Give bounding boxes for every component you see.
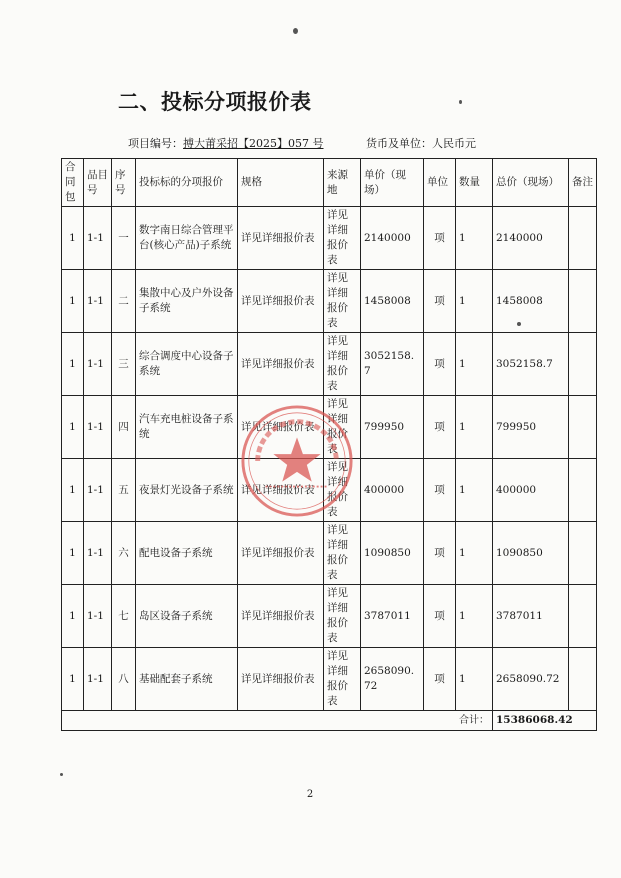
cell-package: 1 bbox=[62, 522, 84, 585]
cell-total: 400000 bbox=[493, 459, 569, 522]
cell-package: 1 bbox=[62, 648, 84, 711]
header-row bbox=[62, 159, 597, 207]
cell-unit-price: 2658090.72 bbox=[361, 648, 424, 711]
cell-origin: 详见详细报价表 bbox=[324, 648, 361, 711]
cell-total: 3787011 bbox=[493, 585, 569, 648]
cell-qty: 1 bbox=[456, 270, 493, 333]
cell-spec: 详见详细报价表 bbox=[238, 459, 324, 522]
cell-name: 综合调度中心设备子系统 bbox=[136, 333, 238, 396]
table-body bbox=[62, 207, 597, 731]
cell-unit-price: 1090850 bbox=[361, 522, 424, 585]
column-header: 数量 bbox=[456, 159, 493, 207]
cell-remark bbox=[569, 333, 597, 396]
cell-origin: 详见详细报价表 bbox=[324, 522, 361, 585]
total-value: 15386068.42 bbox=[493, 711, 597, 731]
cell-origin: 详见详细报价表 bbox=[324, 396, 361, 459]
table-row bbox=[62, 459, 597, 522]
cell-unit: 项 bbox=[424, 459, 456, 522]
cell-package: 1 bbox=[62, 396, 84, 459]
currency-unit: 货币及单位：人民币元 bbox=[366, 137, 476, 150]
cell-unit: 项 bbox=[424, 270, 456, 333]
cell-item-no: 1-1 bbox=[84, 333, 112, 396]
project-number-label: 项目编号： bbox=[128, 137, 183, 150]
scan-speck bbox=[60, 773, 63, 776]
column-header: 品目号 bbox=[84, 159, 112, 207]
cell-spec: 详见详细报价表 bbox=[238, 522, 324, 585]
cell-total: 3052158.7 bbox=[493, 333, 569, 396]
cell-seq: 五 bbox=[112, 459, 136, 522]
cell-package: 1 bbox=[62, 459, 84, 522]
cell-seq: 三 bbox=[112, 333, 136, 396]
project-meta-line bbox=[128, 135, 598, 153]
total-label: 合计： bbox=[62, 711, 493, 731]
cell-unit-price: 3052158.7 bbox=[361, 333, 424, 396]
cell-name: 集散中心及户外设备子系统 bbox=[136, 270, 238, 333]
cell-unit: 项 bbox=[424, 585, 456, 648]
cell-remark bbox=[569, 585, 597, 648]
column-header: 单位 bbox=[424, 159, 456, 207]
cell-unit: 项 bbox=[424, 648, 456, 711]
cell-spec: 详见详细报价表 bbox=[238, 270, 324, 333]
table-row bbox=[62, 333, 597, 396]
column-header: 总价（现场） bbox=[493, 159, 569, 207]
table-row bbox=[62, 522, 597, 585]
cell-remark bbox=[569, 648, 597, 711]
cell-seq: 四 bbox=[112, 396, 136, 459]
column-header: 投标标的分项报价 bbox=[136, 159, 238, 207]
cell-origin: 详见详细报价表 bbox=[324, 270, 361, 333]
cell-remark bbox=[569, 396, 597, 459]
cell-package: 1 bbox=[62, 333, 84, 396]
total-row bbox=[62, 711, 597, 731]
cell-seq: 七 bbox=[112, 585, 136, 648]
cell-spec: 详见详细报价表 bbox=[238, 207, 324, 270]
cell-remark bbox=[569, 522, 597, 585]
cell-unit-price: 799950 bbox=[361, 396, 424, 459]
column-header: 来源地 bbox=[324, 159, 361, 207]
column-header: 序号 bbox=[112, 159, 136, 207]
project-number: 搏大莆采招【2025】057 号 bbox=[183, 137, 324, 150]
table-row bbox=[62, 648, 597, 711]
cell-name: 配电设备子系统 bbox=[136, 522, 238, 585]
cell-unit-price: 3787011 bbox=[361, 585, 424, 648]
cell-origin: 详见详细报价表 bbox=[324, 585, 361, 648]
column-header: 合同包 bbox=[62, 159, 84, 207]
cell-package: 1 bbox=[62, 585, 84, 648]
scan-speck bbox=[293, 28, 298, 34]
cell-item-no: 1-1 bbox=[84, 270, 112, 333]
table-row bbox=[62, 396, 597, 459]
cell-qty: 1 bbox=[456, 459, 493, 522]
cell-unit: 项 bbox=[424, 207, 456, 270]
scan-speck bbox=[517, 322, 521, 326]
cell-total: 1458008 bbox=[493, 270, 569, 333]
cell-item-no: 1-1 bbox=[84, 522, 112, 585]
cell-name: 数字南日综合管理平台(核心产品)子系统 bbox=[136, 207, 238, 270]
cell-spec: 详见详细报价表 bbox=[238, 585, 324, 648]
cell-package: 1 bbox=[62, 207, 84, 270]
page-number: 2 bbox=[306, 789, 314, 800]
column-header: 规格 bbox=[238, 159, 324, 207]
cell-remark bbox=[569, 459, 597, 522]
cell-origin: 详见详细报价表 bbox=[324, 207, 361, 270]
cell-origin: 详见详细报价表 bbox=[324, 459, 361, 522]
cell-qty: 1 bbox=[456, 522, 493, 585]
cell-qty: 1 bbox=[456, 333, 493, 396]
cell-seq: 八 bbox=[112, 648, 136, 711]
cell-spec: 详见详细报价表 bbox=[238, 396, 324, 459]
cell-unit-price: 2140000 bbox=[361, 207, 424, 270]
cell-seq: 一 bbox=[112, 207, 136, 270]
cell-spec: 详见详细报价表 bbox=[238, 648, 324, 711]
cell-total: 1090850 bbox=[493, 522, 569, 585]
cell-unit-price: 1458008 bbox=[361, 270, 424, 333]
scan-speck bbox=[459, 100, 462, 104]
cell-qty: 1 bbox=[456, 207, 493, 270]
cell-remark bbox=[569, 270, 597, 333]
cell-unit: 项 bbox=[424, 396, 456, 459]
cell-item-no: 1-1 bbox=[84, 459, 112, 522]
cell-item-no: 1-1 bbox=[84, 585, 112, 648]
cell-total: 2658090.72 bbox=[493, 648, 569, 711]
cell-name: 基础配套子系统 bbox=[136, 648, 238, 711]
column-header: 单价（现场） bbox=[361, 159, 424, 207]
page-title: 二、投标分项报价表 bbox=[118, 90, 312, 114]
table-row bbox=[62, 207, 597, 270]
cell-name: 岛区设备子系统 bbox=[136, 585, 238, 648]
cell-package: 1 bbox=[62, 270, 84, 333]
table-row bbox=[62, 585, 597, 648]
cell-seq: 二 bbox=[112, 270, 136, 333]
cell-total: 2140000 bbox=[493, 207, 569, 270]
column-header: 备注 bbox=[569, 159, 597, 207]
cell-name: 汽车充电桩设备子系统 bbox=[136, 396, 238, 459]
cell-qty: 1 bbox=[456, 585, 493, 648]
cell-unit: 项 bbox=[424, 522, 456, 585]
cell-unit: 项 bbox=[424, 333, 456, 396]
cell-unit-price: 400000 bbox=[361, 459, 424, 522]
cell-origin: 详见详细报价表 bbox=[324, 333, 361, 396]
cell-remark bbox=[569, 207, 597, 270]
cell-item-no: 1-1 bbox=[84, 207, 112, 270]
quotation-table bbox=[61, 158, 597, 731]
cell-seq: 六 bbox=[112, 522, 136, 585]
cell-total: 799950 bbox=[493, 396, 569, 459]
cell-qty: 1 bbox=[456, 396, 493, 459]
cell-spec: 详见详细报价表 bbox=[238, 333, 324, 396]
cell-item-no: 1-1 bbox=[84, 648, 112, 711]
cell-name: 夜景灯光设备子系统 bbox=[136, 459, 238, 522]
cell-qty: 1 bbox=[456, 648, 493, 711]
cell-item-no: 1-1 bbox=[84, 396, 112, 459]
